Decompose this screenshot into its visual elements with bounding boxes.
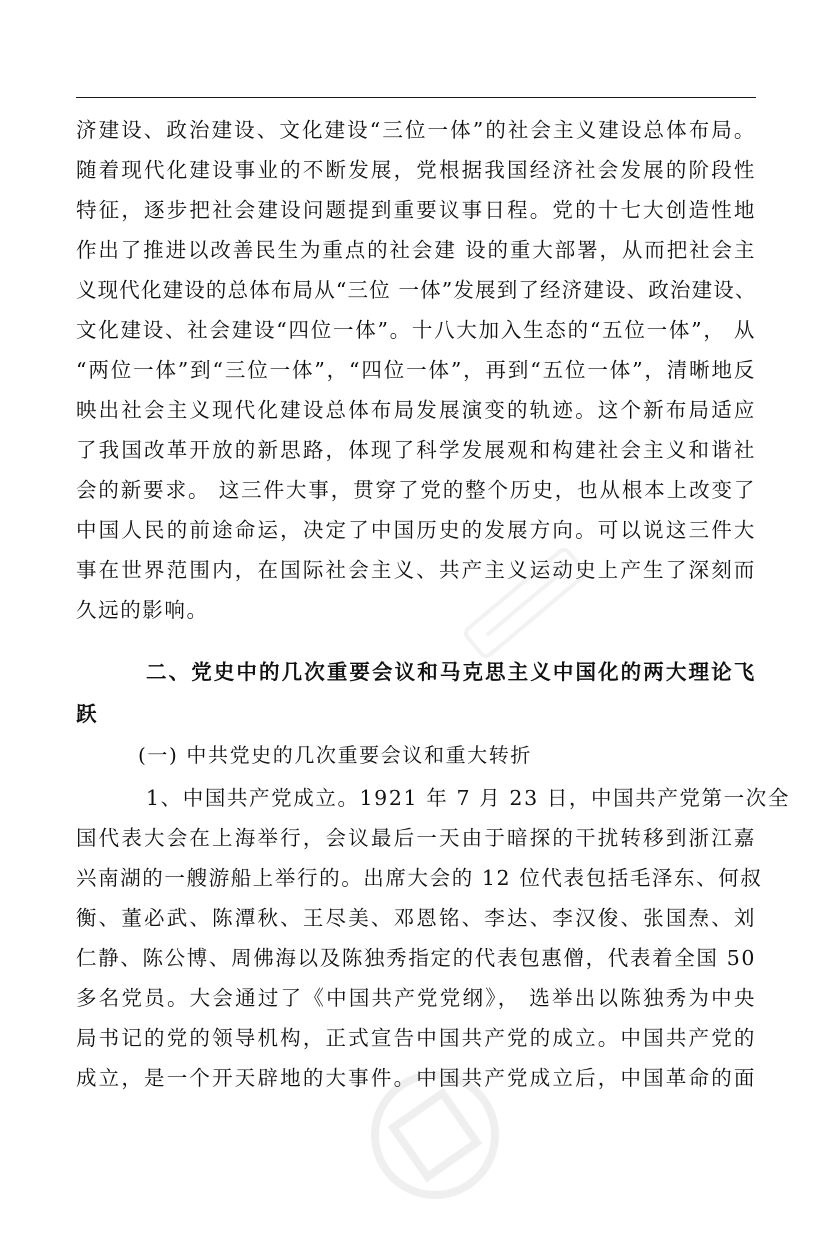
section-heading: 二、党史中的几次重要会议和马克思主义中国化的两大理论飞 [146, 660, 756, 684]
header-rule [76, 97, 756, 98]
body-line: “两位一体”到“三位一体”，“四位一体”，再到“五位一体”，清晰地反 [76, 358, 756, 382]
body-line: 作出了推进以改善民生为重点的社会建 设的重大部署，从而把社会主 [76, 238, 756, 262]
paragraph-line: 仁静、陈公博、周佛海以及陈独秀指定的代表包惠僧，代表着全国 50 [76, 946, 756, 970]
paragraph-line: 兴南湖的一艘游船上举行的。出席大会的 12 位代表包括毛泽东、何叔 [76, 866, 763, 890]
body-line: 映出社会主义现代化建设总体布局发展演变的轨迹。这个新布局适应 [76, 398, 756, 422]
subsection-heading: (一) 中共党史的几次重要会议和重大转折 [138, 743, 532, 767]
paragraph-line: 成立，是一个开天辟地的大事件。中国共产党成立后，中国革命的面 [76, 1066, 756, 1090]
paragraph-line: 衡、董必武、陈潭秋、王尽美、邓恩铭、李达、李汉俊、张国焘、刘 [76, 906, 756, 930]
body-line: 了我国改革开放的新思路，体现了科学发展观和构建社会主义和谐社 [76, 438, 756, 462]
body-line: 会的新要求。 这三件大事，贯穿了党的整个历史，也从根本上改变了 [76, 478, 756, 502]
body-line: 济建设、政治建设、文化建设“三位一体”的社会主义建设总体布局。 [76, 118, 756, 142]
paragraph-line: 多名党员。大会通过了《中国共产党党纲》， 选举出以陈独秀为中央 [76, 986, 756, 1010]
body-line: 特征，逐步把社会建设问题提到重要议事日程。党的十七大创造性地 [76, 198, 756, 222]
paragraph-line: 国代表大会在上海举行，会议最后一天由于暗探的干扰转移到浙江嘉 [76, 826, 756, 850]
body-line: 事在世界范围内，在国际社会主义、共产主义运动史上产生了深刻而 [76, 558, 756, 582]
body-line: 文化建设、社会建设“四位一体”。十八大加入生态的“五位一体”， 从 [76, 318, 756, 342]
paragraph-line: 1、中国共产党成立。1921 年 7 月 23 日，中国共产党第一次全 [146, 786, 790, 810]
body-line: 久远的影响。 [76, 598, 209, 622]
paragraph-line: 局书记的党的领导机构，正式宣告中国共产党的成立。中国共产党的 [76, 1026, 756, 1050]
section-heading-continuation: 跃 [76, 702, 99, 726]
body-line: 义现代化建设的总体布局从“三位 一体”发展到了经济建设、政治建设、 [76, 278, 756, 302]
body-line: 随着现代化建设事业的不断发展，党根据我国经济社会发展的阶段性 [76, 158, 756, 182]
body-line: 中国人民的前途命运，决定了中国历史的发展方向。可以说这三件大 [76, 518, 756, 542]
